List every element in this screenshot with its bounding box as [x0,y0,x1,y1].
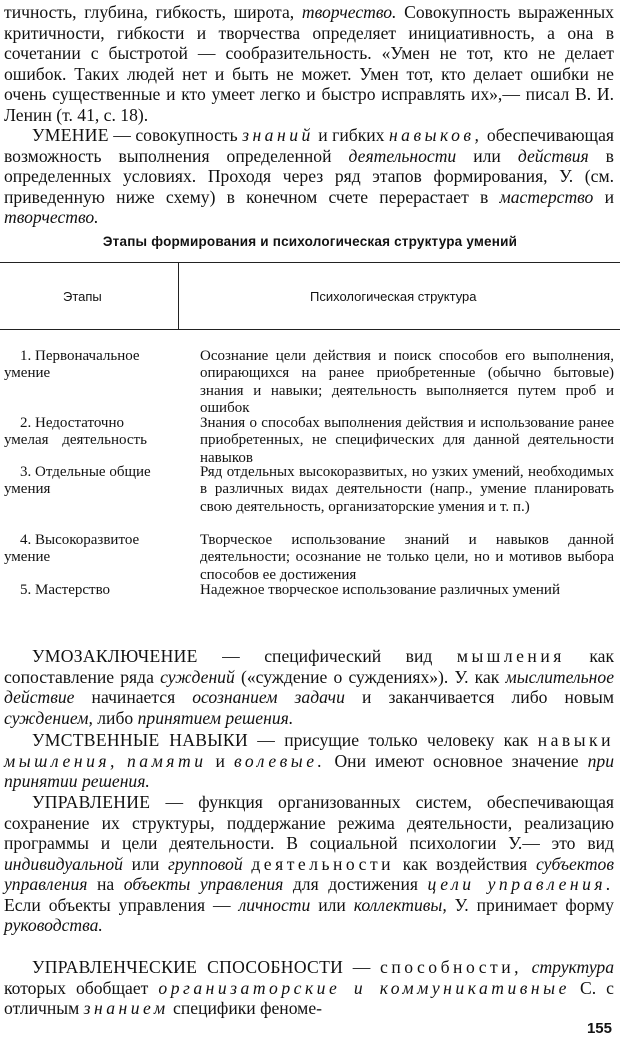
text: — [343,957,381,977]
entry-term: УПРАВЛЕНЧЕСКИЕ СПОСОБНОСТИ [32,957,344,977]
table-top-rule [0,262,620,263]
entry-term: УМЕНИЕ [32,125,109,145]
text: на [87,874,124,894]
text: специфики феноме- [168,998,322,1018]
stage-label: 2. Недостаточно [20,415,125,431]
cross-reference: организаторские и коммуникативные [158,977,570,998]
text: и гибких [313,125,389,145]
cross-reference: цели управления. [427,874,614,894]
table-header-rule [0,329,620,330]
stage-label: умения [4,481,51,498]
text: или [456,145,518,166]
text: Совокупность выраженных критичности, гибкости и творчества определяет инициативность, а она в сочетании с быстротой — сообразительность. «Умен не тот, кто не делает ошибок. Таких людей нет и быть не может. Умен тот, кто делает ошибки не очень существенные и кто умеет легко и быстро исправлять их»,— писал В. И. Ленин (т. 41, с. 18). [4,2,614,125]
entry-upravlencheskie-sposobnosti [4,957,614,1019]
text: начинается [74,687,193,707]
cross-reference: деятельности [348,145,457,166]
entry-umenie [4,125,614,228]
text: и заканчивается либо новым [344,687,615,707]
stage-label: 4. Высокоразвитое [20,532,140,548]
text: — специфический вид [197,646,457,666]
text: и [593,186,614,207]
cross-reference: знанием [83,998,169,1018]
text: Они имеют основное значение [325,750,588,771]
cross-reference: мастерство [499,186,594,207]
entry-term: УМСТВЕННЫЕ НАВЫКИ [32,730,248,750]
table-row-description: Надежное творческое использование различных умений [200,582,560,598]
table-row-description: Ряд отдельных высокоразвитых, но узких умений, необходимых в различных видах деятельности (напр., умение планировать свою деятельность, организаторские умения и т. п.) [200,464,614,515]
entry-upravlenie [4,792,614,936]
text: как воздействия [394,853,536,874]
cross-reference: личности [238,894,311,915]
paragraph-intelligence-end [4,2,614,125]
cross-reference: структура [531,957,614,977]
text: тичность, глубина, гибкость, широта, [4,2,302,22]
stages-table [0,262,620,622]
text: («суждение о суждениях»). У. как [234,666,506,687]
table-title: Этапы формирования и психологическая структура умений [102,234,518,249]
table-row-stage [4,415,179,450]
text: — функция организованных систем, обеспечивающая сохранение их структуры, поддержание режима деятельности, реализацию программы и цели деятельности. В социальной психологии У.— это вид [4,792,614,853]
entry-term: УПРАВЛЕНИЕ [32,792,151,812]
cross-reference: объекты управления [123,874,284,894]
cross-reference: деятельности [251,853,395,874]
cross-reference: памяти [126,750,207,771]
text: либо [92,707,138,728]
text: С. с отличным [4,977,614,1018]
stage-label: 5. Мастерство [20,582,111,598]
cross-reference: знаний [242,125,314,145]
text: или [122,853,168,874]
text: — совокупность [108,125,243,145]
entry-term: УМОЗАКЛЮЧЕНИЕ [32,646,198,666]
emphasis: творчество. [301,2,397,22]
table-row-description: Творческое использование знаний и навыков данной деятельности; осознание не только цели, но и мотивов выбора способов ее достижения [200,532,614,583]
stage-label: умелая деятельность [4,432,147,449]
table-row-stage [4,582,179,599]
stage-label: умение [4,549,51,566]
column-header-structure: Психологическая структура [310,289,477,304]
text: как сопоставление ряда [4,646,614,687]
text: в определенных условиях. Проходя через ряд этапов формирования, У. (см. приведенную ниже схему) в конечном счете перерастает в [4,145,614,207]
table-column-divider [178,262,179,329]
cross-reference: субъектов управления [4,853,614,894]
cross-reference: осознанием задачи [192,687,345,707]
text: — присущие только человеку как [247,730,538,750]
cross-reference: мышления [456,646,565,666]
text: для достижения [283,874,428,894]
cross-reference: мышления, [4,750,118,771]
text [118,751,127,771]
stage-label: 1. Первоначальное [20,348,140,364]
cross-reference: коллективы, [353,894,447,915]
entry-umozaklyuchenie [4,646,614,728]
text: обеспечивающая возможность выполнения определенной [4,125,614,166]
cross-reference: навыки [537,730,615,750]
text [522,957,532,977]
column-header-stages: Этапы [63,289,102,304]
stage-label: умение [4,365,51,382]
cross-reference: суждений [160,666,235,687]
text: и [206,750,234,771]
cross-reference: мыслительное действие [4,666,615,707]
text: которых обобщает [4,977,159,998]
table-row-stage [4,348,179,383]
stage-label: 3. Отдельные общие [20,464,151,480]
cross-reference: волевые. [233,750,326,771]
cross-reference: индивидуальной [4,853,123,874]
text: Если объекты управления — [4,894,239,915]
entry-umstvennye-navyki [4,730,614,792]
cross-reference: навыков, [388,125,483,145]
text: или [310,894,354,915]
table-row-stage [4,464,179,499]
cross-reference: руководства. [4,915,103,935]
cross-reference: суждением, [4,707,93,728]
cross-reference: способности, [380,957,523,977]
cross-reference: групповой [168,853,243,874]
cross-reference: при принятии решения. [4,750,614,791]
page-number: 155 [586,1020,612,1037]
table-row-description: Знания о способах выполнения действия и использование ранее приобретенных, не специфических для данной деятельности навыков [200,415,614,466]
text: У. принимает форму [446,894,614,915]
cross-reference: принятием решения. [137,707,294,728]
table-row-stage [4,532,179,567]
table-row-description: Осознание цели действия и поиск способов его выполнения, опирающихся на ранее приобретенные (обычно бытовые) знания и навыки; деятельность выполняется путем проб и ошибок [200,348,614,417]
cross-reference: действия [517,145,589,166]
cross-reference: творчество. [4,207,99,227]
